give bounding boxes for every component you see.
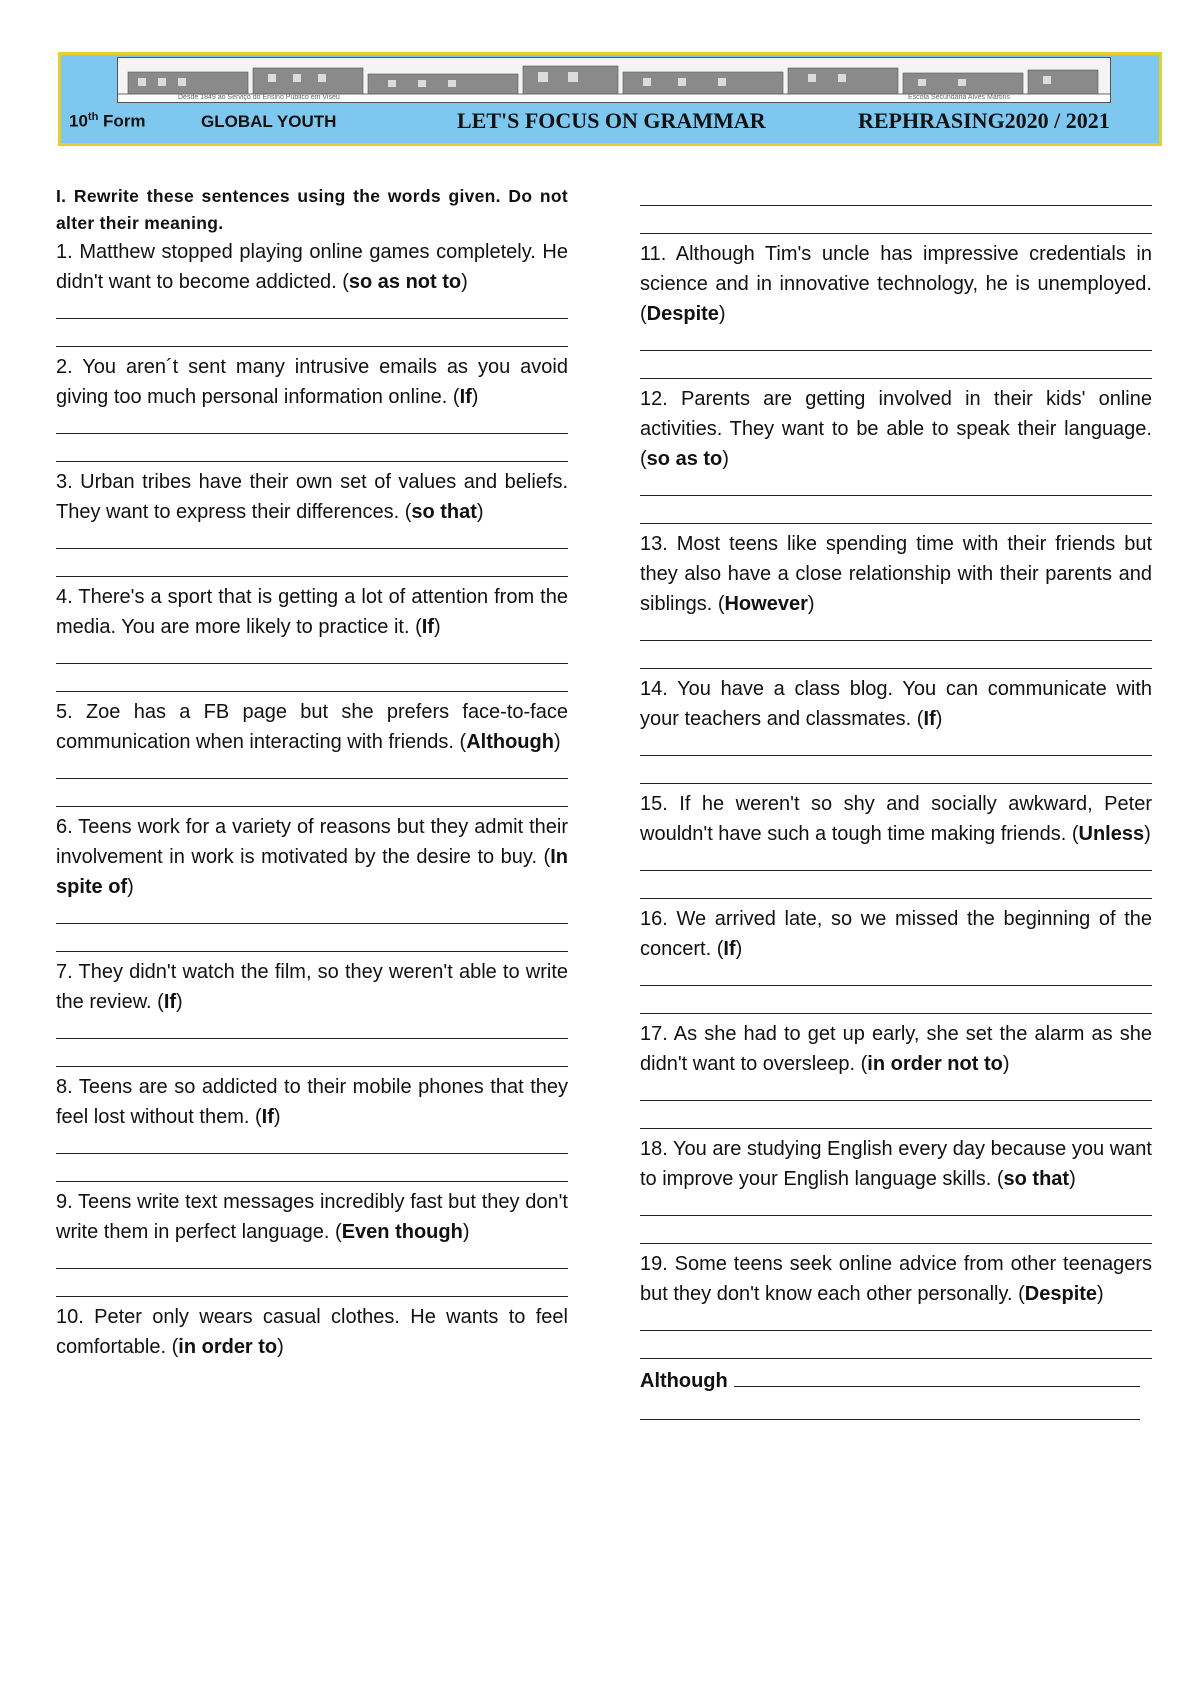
- question-15: 15. If he weren't so shy and socially awkward, Peter wouldn't have such a tough time making friends. (Unless): [640, 793, 1152, 845]
- question-11: 11. Although Tim's uncle has impressive credentials in science and in innovative technology, he is unemployed. (Despite): [640, 243, 1152, 325]
- answer-line[interactable]: [640, 668, 1152, 669]
- keyword: in order not to: [867, 1053, 1003, 1075]
- answer-line[interactable]: [56, 923, 568, 924]
- keyword: If: [923, 708, 936, 730]
- question-13: 13. Most teens like spending time with their friends but they also have a close relationship with their parents and siblings. (However): [640, 533, 1152, 615]
- keyword: If: [261, 1106, 274, 1128]
- question-block: [56, 812, 568, 952]
- question-block: [640, 529, 1152, 669]
- question-12: 12. Parents are getting involved in their kids' online activities. They want to be able to speak their language. (so as to): [640, 388, 1152, 470]
- keyword: in order to: [178, 1336, 278, 1358]
- answer-line[interactable]: [56, 461, 568, 462]
- question-9: 9. Teens write text messages incredibly fast but they don't write them in perfect language. (Even though): [56, 1191, 568, 1243]
- answer-line[interactable]: [640, 1419, 1140, 1420]
- keyword: If: [459, 386, 472, 408]
- keyword: Even though: [341, 1221, 463, 1243]
- keyword: However: [724, 593, 808, 615]
- question-18: 18. You are studying English every day because you want to improve your English language skills. (so that): [640, 1138, 1152, 1190]
- form-label: [69, 111, 146, 132]
- answer-line[interactable]: [56, 1268, 568, 1269]
- answer-line[interactable]: [640, 1013, 1152, 1014]
- answer-line[interactable]: [640, 378, 1152, 379]
- keyword: If: [421, 616, 434, 638]
- keyword: If: [723, 938, 736, 960]
- answer-line[interactable]: [56, 1038, 568, 1039]
- keyword: Although: [466, 731, 554, 753]
- answer-line[interactable]: [56, 1181, 568, 1182]
- question-block: [56, 582, 568, 692]
- question-19: 19. Some teens seek online advice from other teenagers but they don't know each other personally. (Despite): [640, 1253, 1152, 1305]
- question-block: [56, 1302, 568, 1362]
- answer-line[interactable]: [56, 806, 568, 807]
- question-17: 17. As she had to get up early, she set the alarm as she didn't want to oversleep. (in order not to): [640, 1023, 1152, 1075]
- keyword: In spite of: [56, 846, 568, 898]
- instructions: I. Rewrite these sentences using the words given. Do not alter their meaning.: [56, 186, 568, 233]
- although-answer-row: [640, 1363, 1140, 1393]
- answer-line[interactable]: [640, 640, 1152, 641]
- answer-line[interactable]: [640, 233, 1152, 234]
- answer-line[interactable]: [640, 350, 1152, 351]
- question-4: 4. There's a sport that is getting a lot of attention from the media. You are more likely to practice it. (If): [56, 586, 568, 638]
- answer-line[interactable]: [640, 495, 1152, 496]
- form-suffix: th: [87, 111, 99, 123]
- question-block: [56, 1187, 568, 1297]
- header-text-row: [61, 105, 1159, 143]
- worksheet-title: LET'S FOCUS ON GRAMMAR: [457, 108, 766, 133]
- question-block: [640, 789, 1152, 899]
- question-8: 8. Teens are so addicted to their mobile phones that they feel lost without them. (If): [56, 1076, 568, 1128]
- answer-line[interactable]: [640, 205, 1152, 206]
- worksheet-header: [58, 52, 1162, 146]
- banner-left-caption: Desde 1849 ao Serviço do Ensino Público em Viseu: [178, 94, 340, 101]
- answer-line[interactable]: [56, 1153, 568, 1154]
- answer-line[interactable]: [640, 1358, 1152, 1359]
- form-word: Form: [103, 111, 146, 131]
- keyword: so that: [411, 501, 477, 523]
- answer-line[interactable]: [56, 1066, 568, 1067]
- answer-line[interactable]: [56, 951, 568, 952]
- although-label: Although: [640, 1370, 728, 1392]
- question-block: [640, 239, 1152, 379]
- answer-line[interactable]: [640, 870, 1152, 871]
- keyword: Unless: [1078, 823, 1145, 845]
- answer-line[interactable]: [640, 1215, 1152, 1216]
- question-block: [56, 697, 568, 807]
- answer-line[interactable]: [640, 523, 1152, 524]
- answer-line[interactable]: [56, 691, 568, 692]
- keyword: so as to: [646, 448, 723, 470]
- answer-line[interactable]: [56, 778, 568, 779]
- question-6: 6. Teens work for a variety of reasons but they admit their involvement in work is motivated by the desire to buy. (In spite of): [56, 816, 568, 898]
- school-banner-image: [117, 57, 1111, 103]
- question-block: [56, 467, 568, 577]
- question-block: [640, 904, 1152, 1014]
- question-16: 16. We arrived late, so we missed the beginning of the concert. (If): [640, 908, 1152, 960]
- question-block: [56, 957, 568, 1067]
- question-3: 3. Urban tribes have their own set of values and beliefs. They want to express their differences. (so that): [56, 471, 568, 523]
- question-7: 7. They didn't watch the film, so they weren't able to write the review. (If): [56, 961, 568, 1013]
- question-5: 5. Zoe has a FB page but she prefers face-to-face communication when interacting with friends. (Although): [56, 701, 568, 753]
- question-block: [640, 1134, 1152, 1244]
- answer-line[interactable]: [56, 433, 568, 434]
- topic-label: GLOBAL YOUTH: [201, 112, 337, 131]
- keyword: so as not to: [348, 271, 462, 293]
- keyword: Despite: [646, 303, 719, 325]
- left-column: [56, 183, 568, 1362]
- answer-line[interactable]: [56, 663, 568, 664]
- answer-line[interactable]: [640, 755, 1152, 756]
- right-column: [640, 183, 1152, 1420]
- question-block: [640, 384, 1152, 524]
- question-block: [56, 352, 568, 462]
- answer-line[interactable]: [640, 783, 1152, 784]
- answer-line[interactable]: [640, 1243, 1152, 1244]
- answer-line[interactable]: [56, 346, 568, 347]
- keyword: Despite: [1024, 1283, 1098, 1305]
- question-14: 14. You have a class blog. You can communicate with your teachers and classmates. (If): [640, 678, 1152, 730]
- answer-line[interactable]: [640, 898, 1152, 899]
- question-10: 10. Peter only wears casual clothes. He wants to feel comfortable. (in order to): [56, 1306, 568, 1358]
- answer-line[interactable]: [734, 1386, 1140, 1387]
- question-block: [640, 1249, 1152, 1359]
- question-block: [640, 1019, 1152, 1129]
- banner-right-caption: Escola Secundária Alves Martins: [908, 94, 1010, 101]
- answer-line[interactable]: [56, 1296, 568, 1297]
- question-block: [56, 237, 568, 347]
- answer-line[interactable]: [640, 985, 1152, 986]
- section-year-label: REPHRASING2020 / 2021: [858, 108, 1110, 133]
- answer-line[interactable]: [640, 1128, 1152, 1129]
- question-block: [56, 1072, 568, 1182]
- answer-line[interactable]: [56, 318, 568, 319]
- answer-line[interactable]: [56, 548, 568, 549]
- question-block: [640, 674, 1152, 784]
- answer-line[interactable]: [640, 1100, 1152, 1101]
- keyword: If: [163, 991, 177, 1013]
- keyword: so that: [1003, 1168, 1070, 1190]
- answer-line[interactable]: [56, 576, 568, 577]
- answer-line[interactable]: [640, 1330, 1152, 1331]
- question-2: 2. You aren´t sent many intrusive emails as you avoid giving too much personal information online. (If): [56, 356, 568, 408]
- form-number: 10: [69, 111, 88, 131]
- question-1: 1. Matthew stopped playing online games completely. He didn't want to become addicted. (so as not to): [56, 241, 568, 293]
